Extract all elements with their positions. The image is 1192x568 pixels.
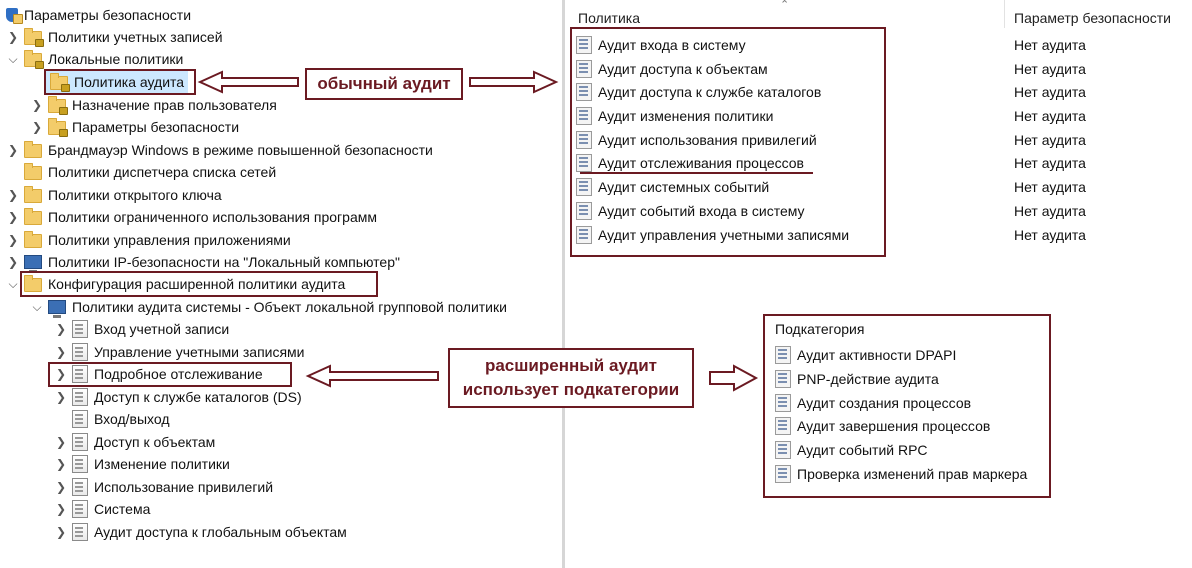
policy-setting: Нет аудита <box>1014 155 1086 171</box>
annotation-advanced-line1: расширенный аудит <box>484 356 658 375</box>
subcategory-name: Аудит создания процессов <box>797 395 972 411</box>
chevron-right-icon[interactable]: ❯ <box>31 98 43 112</box>
chevron-down-icon[interactable]: ⌵ <box>32 299 42 314</box>
policy-setting: Нет аудита <box>1014 132 1086 148</box>
policy-setting: Нет аудита <box>1014 108 1086 124</box>
chevron-down-icon[interactable]: ⌵ <box>8 276 18 291</box>
annotation-basic-audit: обычный аудит <box>305 68 463 100</box>
subcategory-name: Аудит активности DPAPI <box>797 347 957 363</box>
arrow-right-to-subcategory <box>710 366 756 390</box>
tree-item-label: Политики управления приложениями <box>48 232 291 248</box>
tree-item-label: Политики аудита системы - Объект локальной групповой политики <box>72 299 507 315</box>
policy-name: Аудит доступа к объектам <box>598 61 768 77</box>
tree-item-label: Изменение политики <box>94 456 230 472</box>
subcategory-name: PNP-действие аудита <box>797 371 939 387</box>
sort-ascending-icon: ⌃ <box>780 0 790 11</box>
tree-item-label: Политики учетных записей <box>48 29 223 45</box>
policy-name: Аудит отслеживания процессов <box>598 155 804 171</box>
tree-item-label: Управление учетными записями <box>94 344 305 360</box>
tree-item-label: Политики открытого ключа <box>48 187 222 203</box>
column-header-policy[interactable]: Политика <box>578 10 640 26</box>
arrow-left-to-detailed-tracking <box>308 366 438 386</box>
chevron-right-icon[interactable]: ❯ <box>55 322 67 336</box>
tree-item-label: Конфигурация расширенной политики аудита <box>48 276 346 292</box>
tree-item-label: Использование привилегий <box>94 479 274 495</box>
chevron-right-icon[interactable]: ❯ <box>7 255 19 269</box>
chevron-right-icon[interactable]: ❯ <box>55 345 67 359</box>
column-header-setting[interactable]: Параметр безопасности <box>1014 10 1171 26</box>
arrow-left-to-audit-policy <box>200 72 298 92</box>
policy-name: Аудит управления учетными записями <box>598 227 850 243</box>
subcategory-name: Проверка изменений прав маркера <box>797 466 1028 482</box>
tree-item-label: Политики IP-безопасности на "Локальный компьютер" <box>48 254 400 270</box>
tree-item-label: Политики диспетчера списка сетей <box>48 164 277 180</box>
tree-item-label: Назначение прав пользователя <box>72 97 277 113</box>
subcategory-name: Аудит завершения процессов <box>797 418 991 434</box>
tree-item-label: Параметры безопасности <box>72 119 240 135</box>
tree-item-label: Подробное отслеживание <box>94 366 263 382</box>
policy-name: Аудит изменения политики <box>598 108 774 124</box>
policy-setting: Нет аудита <box>1014 227 1086 243</box>
chevron-down-icon[interactable]: ⌵ <box>8 51 18 66</box>
chevron-right-icon[interactable]: ❯ <box>55 367 67 381</box>
policy-setting: Нет аудита <box>1014 179 1086 195</box>
policy-setting: Нет аудита <box>1014 203 1086 219</box>
chevron-right-icon[interactable]: ❯ <box>55 390 67 404</box>
tree-item-label: Доступ к службе каталогов (DS) <box>94 389 302 405</box>
arrow-right-to-policy-list <box>470 72 556 92</box>
tree-item-label: Система <box>94 501 151 517</box>
chevron-right-icon[interactable]: ❯ <box>7 188 19 202</box>
tree-item-label: Доступ к объектам <box>94 434 216 450</box>
policy-name: Аудит доступа к службе каталогов <box>598 84 822 100</box>
chevron-right-icon[interactable]: ❯ <box>55 525 67 539</box>
subcategory-header[interactable]: Подкатегория <box>775 321 865 337</box>
chevron-right-icon[interactable]: ❯ <box>55 480 67 494</box>
subcategory-name: Аудит событий RPC <box>797 442 928 458</box>
tree-item-label: Вход/выход <box>94 411 170 427</box>
policy-setting: Нет аудита <box>1014 37 1086 53</box>
chevron-right-icon[interactable]: ❯ <box>55 435 67 449</box>
tree-item-label: Политика аудита <box>74 74 185 90</box>
chevron-right-icon[interactable]: ❯ <box>31 120 43 134</box>
policy-name: Аудит системных событий <box>598 179 770 195</box>
tree-item-label: Политики ограниченного использования программ <box>48 209 377 225</box>
tree-item-label: Локальные политики <box>48 51 184 67</box>
tree-item-label: Вход учетной записи <box>94 321 230 337</box>
policy-name: Аудит событий входа в систему <box>598 203 805 219</box>
chevron-right-icon[interactable]: ❯ <box>7 143 19 157</box>
annotation-advanced-line2: использует подкатегории <box>462 380 680 399</box>
chevron-right-icon[interactable]: ❯ <box>55 457 67 471</box>
tree-root-label: Параметры безопасности <box>24 7 192 23</box>
policy-setting: Нет аудита <box>1014 61 1086 77</box>
tree-item-label: Брандмауэр Windows в режиме повышенной безопасности <box>48 142 433 158</box>
policy-name: Аудит входа в систему <box>598 37 746 53</box>
chevron-right-icon[interactable]: ❯ <box>7 30 19 44</box>
chevron-right-icon[interactable]: ❯ <box>7 233 19 247</box>
tree-item-label: Аудит доступа к глобальным объектам <box>94 524 347 540</box>
chevron-right-icon[interactable]: ❯ <box>55 502 67 516</box>
policy-name: Аудит использования привилегий <box>598 132 817 148</box>
policy-setting: Нет аудита <box>1014 84 1086 100</box>
chevron-right-icon[interactable]: ❯ <box>7 210 19 224</box>
